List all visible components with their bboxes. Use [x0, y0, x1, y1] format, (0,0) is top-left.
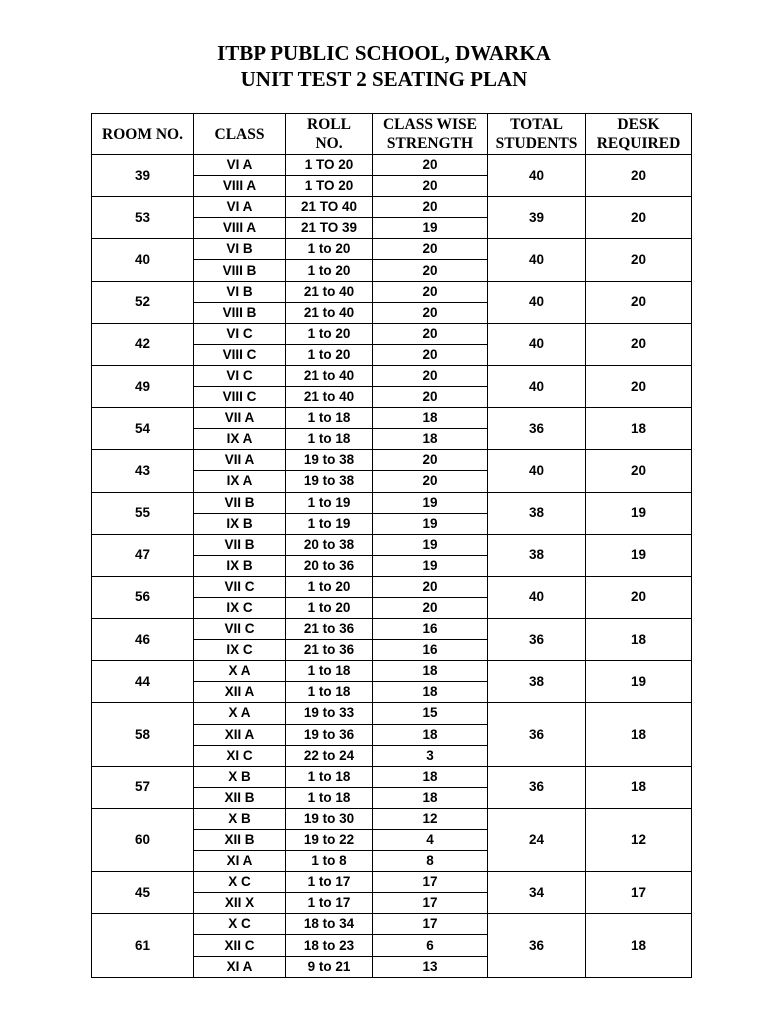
strength-cell: 19: [373, 513, 488, 534]
total-students-cell: 40: [488, 239, 586, 281]
strength-cell: 15: [373, 703, 488, 724]
total-students-cell: 36: [488, 914, 586, 977]
class-cell: IX C: [194, 640, 286, 661]
class-cell: IX B: [194, 555, 286, 576]
room-number-cell: 56: [92, 576, 194, 618]
total-students-cell: 36: [488, 703, 586, 766]
strength-cell: 18: [373, 661, 488, 682]
strength-cell: 20: [373, 260, 488, 281]
roll-range-cell: 1 to 18: [286, 787, 373, 808]
class-cell: XII A: [194, 724, 286, 745]
table-row: [92, 365, 692, 386]
class-cell: VIII B: [194, 260, 286, 281]
strength-cell: 13: [373, 956, 488, 977]
roll-range-cell: 1 to 20: [286, 576, 373, 597]
strength-cell: 20: [373, 281, 488, 302]
roll-range-cell: 20 to 38: [286, 534, 373, 555]
desks-required-cell: 20: [586, 450, 692, 492]
roll-range-cell: 19 to 30: [286, 808, 373, 829]
roll-range-cell: 1 to 20: [286, 597, 373, 618]
class-cell: VIII C: [194, 344, 286, 365]
roll-range-cell: 1 to 19: [286, 492, 373, 513]
roll-range-cell: 21 TO 39: [286, 218, 373, 239]
desks-required-cell: 18: [586, 408, 692, 450]
strength-cell: 18: [373, 724, 488, 745]
class-cell: X C: [194, 914, 286, 935]
roll-range-cell: 9 to 21: [286, 956, 373, 977]
column-header-room: ROOM NO.: [92, 114, 194, 155]
desks-required-cell: 12: [586, 808, 692, 871]
strength-cell: 20: [373, 197, 488, 218]
room-number-cell: 46: [92, 619, 194, 661]
class-cell: X A: [194, 703, 286, 724]
roll-range-cell: 1 TO 20: [286, 155, 373, 176]
column-header-class: CLASS: [194, 114, 286, 155]
room-number-cell: 42: [92, 323, 194, 365]
room-number-cell: 52: [92, 281, 194, 323]
roll-range-cell: 19 to 36: [286, 724, 373, 745]
class-cell: VI B: [194, 281, 286, 302]
roll-range-cell: 1 to 17: [286, 872, 373, 893]
roll-range-cell: 19 to 22: [286, 830, 373, 851]
room-number-cell: 54: [92, 408, 194, 450]
desks-required-cell: 20: [586, 281, 692, 323]
strength-cell: 20: [373, 344, 488, 365]
room-number-cell: 44: [92, 661, 194, 703]
class-cell: VII C: [194, 576, 286, 597]
desks-required-cell: 19: [586, 534, 692, 576]
strength-cell: 18: [373, 682, 488, 703]
strength-cell: 18: [373, 429, 488, 450]
table-row: [92, 914, 692, 935]
strength-cell: 17: [373, 893, 488, 914]
class-cell: X C: [194, 872, 286, 893]
desks-required-cell: 18: [586, 914, 692, 977]
strength-cell: 19: [373, 555, 488, 576]
strength-cell: 16: [373, 640, 488, 661]
total-students-cell: 40: [488, 365, 586, 407]
roll-range-cell: 21 to 40: [286, 365, 373, 386]
total-students-cell: 40: [488, 323, 586, 365]
column-header-strength: CLASS WISE STRENGTH: [373, 114, 488, 155]
roll-range-cell: 19 to 33: [286, 703, 373, 724]
roll-range-cell: 1 to 17: [286, 893, 373, 914]
roll-range-cell: 1 to 8: [286, 851, 373, 872]
class-cell: IX C: [194, 597, 286, 618]
total-students-cell: 38: [488, 661, 586, 703]
class-cell: VI C: [194, 323, 286, 344]
table-row: [92, 450, 692, 471]
strength-cell: 20: [373, 365, 488, 386]
total-students-cell: 38: [488, 492, 586, 534]
table-row: [92, 619, 692, 640]
table-row: [92, 197, 692, 218]
roll-range-cell: 21 to 36: [286, 640, 373, 661]
class-cell: VI C: [194, 365, 286, 386]
strength-cell: 20: [373, 597, 488, 618]
table-row: [92, 281, 692, 302]
roll-range-cell: 1 to 20: [286, 239, 373, 260]
strength-cell: 20: [373, 239, 488, 260]
table-row: [92, 155, 692, 176]
strength-cell: 17: [373, 872, 488, 893]
strength-cell: 3: [373, 745, 488, 766]
class-cell: XII C: [194, 935, 286, 956]
strength-cell: 12: [373, 808, 488, 829]
roll-range-cell: 22 to 24: [286, 745, 373, 766]
table-body: [92, 155, 692, 978]
total-students-cell: 36: [488, 766, 586, 808]
table-row: [92, 661, 692, 682]
table-row: [92, 534, 692, 555]
table-row: [92, 808, 692, 829]
room-number-cell: 53: [92, 197, 194, 239]
strength-cell: 20: [373, 576, 488, 597]
class-cell: VIII B: [194, 302, 286, 323]
class-cell: XII A: [194, 682, 286, 703]
strength-cell: 20: [373, 450, 488, 471]
roll-range-cell: 21 to 40: [286, 387, 373, 408]
room-number-cell: 61: [92, 914, 194, 977]
class-cell: IX B: [194, 513, 286, 534]
room-number-cell: 45: [92, 872, 194, 914]
roll-range-cell: 21 to 40: [286, 302, 373, 323]
desks-required-cell: 20: [586, 576, 692, 618]
class-cell: IX A: [194, 429, 286, 450]
strength-cell: 20: [373, 323, 488, 344]
roll-range-cell: 1 to 20: [286, 260, 373, 281]
roll-range-cell: 1 to 20: [286, 344, 373, 365]
total-students-cell: 39: [488, 197, 586, 239]
table-row: [92, 576, 692, 597]
table-row: [92, 492, 692, 513]
roll-range-cell: 19 to 38: [286, 450, 373, 471]
strength-cell: 20: [373, 302, 488, 323]
class-cell: VII B: [194, 492, 286, 513]
roll-range-cell: 1 to 20: [286, 323, 373, 344]
room-number-cell: 49: [92, 365, 194, 407]
class-cell: VII A: [194, 408, 286, 429]
roll-range-cell: 21 TO 40: [286, 197, 373, 218]
desks-required-cell: 17: [586, 872, 692, 914]
total-students-cell: 34: [488, 872, 586, 914]
roll-range-cell: 18 to 23: [286, 935, 373, 956]
roll-range-cell: 1 to 19: [286, 513, 373, 534]
roll-range-cell: 18 to 34: [286, 914, 373, 935]
roll-range-cell: 1 to 18: [286, 429, 373, 450]
strength-cell: 19: [373, 492, 488, 513]
desks-required-cell: 20: [586, 197, 692, 239]
total-students-cell: 40: [488, 155, 586, 197]
class-cell: VI A: [194, 155, 286, 176]
class-cell: VIII A: [194, 176, 286, 197]
total-students-cell: 38: [488, 534, 586, 576]
room-number-cell: 57: [92, 766, 194, 808]
class-cell: IX A: [194, 471, 286, 492]
table-row: [92, 239, 692, 260]
class-cell: VII C: [194, 619, 286, 640]
strength-cell: 4: [373, 830, 488, 851]
room-number-cell: 58: [92, 703, 194, 766]
class-cell: X B: [194, 766, 286, 787]
roll-range-cell: 21 to 36: [286, 619, 373, 640]
desks-required-cell: 20: [586, 365, 692, 407]
school-title: ITBP PUBLIC SCHOOL, DWARKA: [217, 41, 551, 65]
class-cell: XII X: [194, 893, 286, 914]
column-header-roll-no: ROLL NO.: [286, 114, 373, 155]
table-row: [92, 766, 692, 787]
column-header-total-students: TOTAL STUDENTS: [488, 114, 586, 155]
desks-required-cell: 18: [586, 703, 692, 766]
strength-cell: 20: [373, 176, 488, 197]
strength-cell: 18: [373, 766, 488, 787]
strength-cell: 18: [373, 787, 488, 808]
class-cell: XI A: [194, 851, 286, 872]
roll-range-cell: 1 to 18: [286, 661, 373, 682]
table-row: [92, 323, 692, 344]
roll-range-cell: 1 to 18: [286, 682, 373, 703]
total-students-cell: 40: [488, 576, 586, 618]
strength-cell: 17: [373, 914, 488, 935]
desks-required-cell: 18: [586, 619, 692, 661]
class-cell: XII B: [194, 787, 286, 808]
room-number-cell: 40: [92, 239, 194, 281]
desks-required-cell: 19: [586, 661, 692, 703]
roll-range-cell: 1 to 18: [286, 766, 373, 787]
class-cell: VIII C: [194, 387, 286, 408]
table-row: [92, 872, 692, 893]
room-number-cell: 55: [92, 492, 194, 534]
total-students-cell: 40: [488, 450, 586, 492]
class-cell: X A: [194, 661, 286, 682]
strength-cell: 20: [373, 471, 488, 492]
total-students-cell: 40: [488, 281, 586, 323]
table-row: [92, 703, 692, 724]
class-cell: VI B: [194, 239, 286, 260]
roll-range-cell: 21 to 40: [286, 281, 373, 302]
class-cell: XI A: [194, 956, 286, 977]
strength-cell: 19: [373, 534, 488, 555]
room-number-cell: 43: [92, 450, 194, 492]
desks-required-cell: 20: [586, 323, 692, 365]
total-students-cell: 24: [488, 808, 586, 871]
room-number-cell: 47: [92, 534, 194, 576]
seating-plan-table: [91, 113, 692, 978]
total-students-cell: 36: [488, 619, 586, 661]
table-header-row: [92, 114, 692, 155]
plan-title: UNIT TEST 2 SEATING PLAN: [240, 67, 528, 91]
total-students-cell: 36: [488, 408, 586, 450]
roll-range-cell: 1 TO 20: [286, 176, 373, 197]
room-number-cell: 39: [92, 155, 194, 197]
desks-required-cell: 19: [586, 492, 692, 534]
class-cell: VII A: [194, 450, 286, 471]
strength-cell: 19: [373, 218, 488, 239]
class-cell: VI A: [194, 197, 286, 218]
column-header-desk-required: DESK REQUIRED: [586, 114, 692, 155]
desks-required-cell: 20: [586, 239, 692, 281]
class-cell: VII B: [194, 534, 286, 555]
desks-required-cell: 18: [586, 766, 692, 808]
strength-cell: 6: [373, 935, 488, 956]
class-cell: VIII A: [194, 218, 286, 239]
desks-required-cell: 20: [586, 155, 692, 197]
class-cell: X B: [194, 808, 286, 829]
strength-cell: 20: [373, 155, 488, 176]
class-cell: XII B: [194, 830, 286, 851]
roll-range-cell: 1 to 18: [286, 408, 373, 429]
table-row: [92, 408, 692, 429]
strength-cell: 16: [373, 619, 488, 640]
strength-cell: 18: [373, 408, 488, 429]
strength-cell: 8: [373, 851, 488, 872]
class-cell: XI C: [194, 745, 286, 766]
room-number-cell: 60: [92, 808, 194, 871]
roll-range-cell: 19 to 38: [286, 471, 373, 492]
roll-range-cell: 20 to 36: [286, 555, 373, 576]
strength-cell: 20: [373, 387, 488, 408]
